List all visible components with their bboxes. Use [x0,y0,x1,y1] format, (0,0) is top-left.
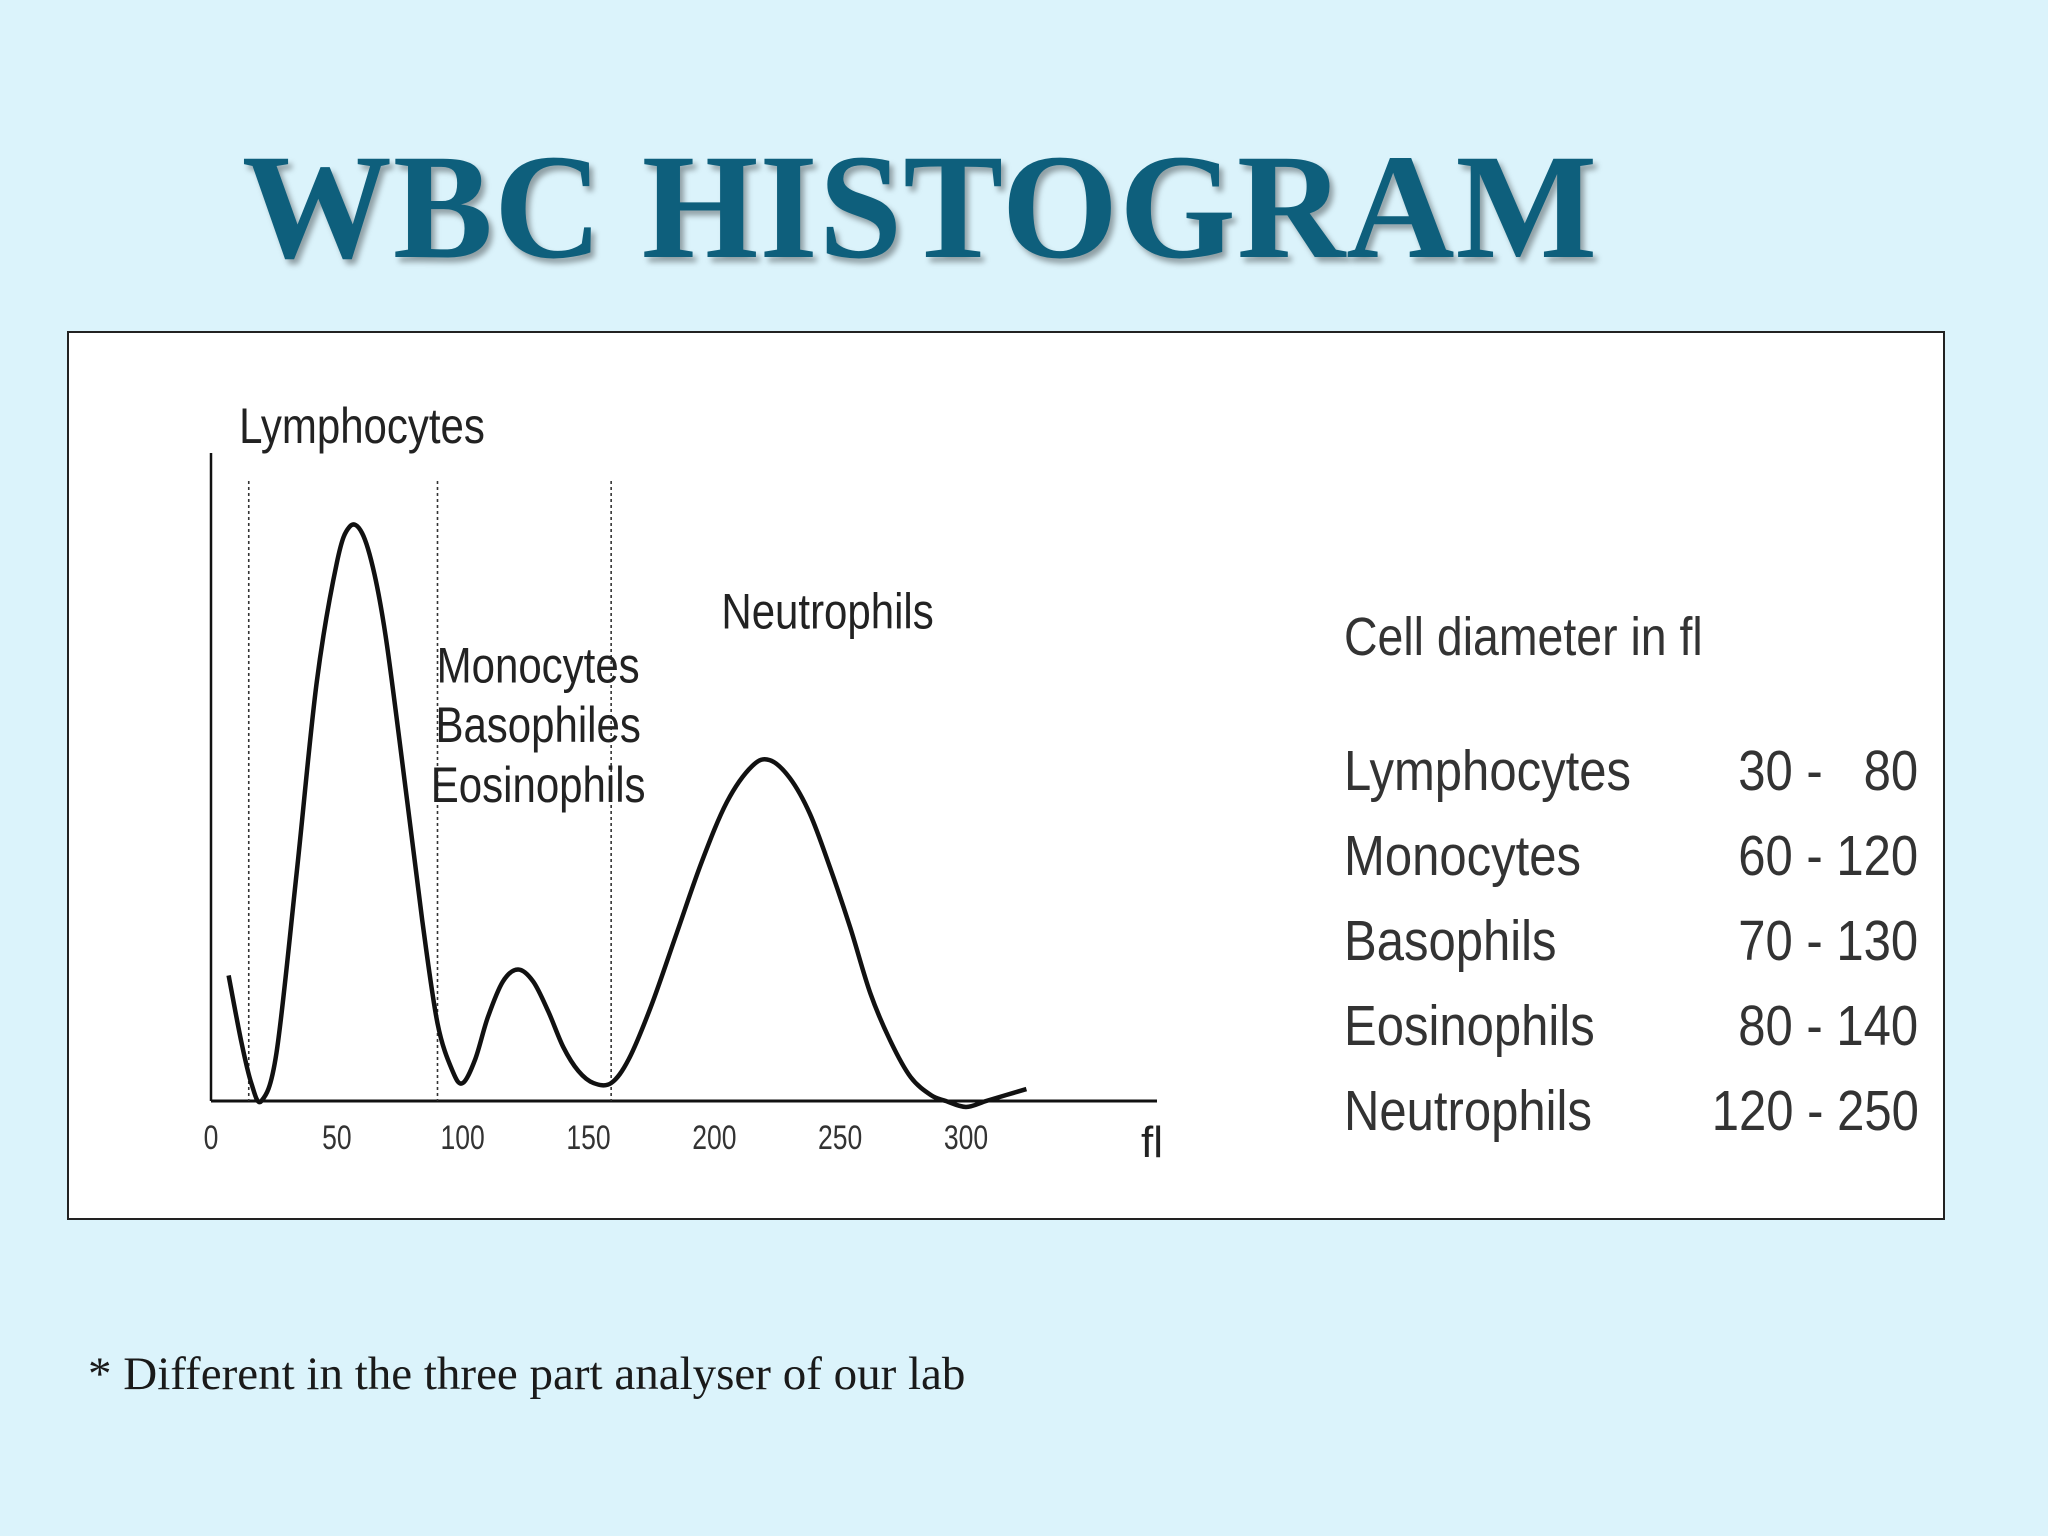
reference-cell-name [1344,813,1678,898]
annotation-label: Monocytes [436,636,640,694]
x-tick-label: 300 [943,1118,989,1157]
reference-cell-range [1678,813,1919,898]
x-axis-label: fl [1141,1118,1163,1167]
reference-cell-name [1344,983,1678,1068]
reference-row [1344,813,1919,898]
x-tick-label: 0 [203,1118,219,1157]
annotation-label: Neutrophils [721,583,934,640]
reference-name: Monocytes [1344,823,1582,888]
reference-row [1344,898,1919,983]
reference-cell-name [1344,728,1678,813]
reference-row [1344,728,1919,813]
reference-cell-range [1678,983,1919,1068]
reference-name: Neutrophils [1344,1078,1592,1143]
slide-title: WBC HISTOGRAM [241,124,1599,290]
footnote: * Different in the three part analyser of our lab [88,1348,966,1400]
reference-name: Eosinophils [1344,993,1595,1058]
reference-cell-range [1678,898,1919,983]
reference-cell-name [1344,898,1678,983]
reference-range: 120 - 250 [1711,1078,1919,1143]
reference-table [1344,728,1919,1153]
reference-range: 30 - 80 [1738,738,1919,803]
reference-table-title: Cell diameter in fl [1344,607,1703,667]
reference-cell-range [1678,1068,1919,1153]
reference-row [1344,1068,1919,1153]
annotation-label: Lymphocytes [239,397,485,455]
x-tick-label: 100 [440,1118,485,1157]
reference-range: 80 - 140 [1738,993,1919,1058]
reference-cell-range [1678,728,1919,813]
reference-cell-name [1344,1068,1678,1153]
x-tick-label: 250 [818,1118,863,1157]
reference-row [1344,983,1919,1068]
annotation-label: Eosinophils [430,756,646,813]
reference-name: Lymphocytes [1344,738,1631,803]
reference-range: 70 - 130 [1738,908,1919,973]
x-tick-label: 50 [322,1118,352,1157]
annotation-label: Basophiles [435,696,641,754]
x-tick-label: 150 [566,1118,611,1157]
reference-range: 60 - 120 [1738,823,1919,888]
reference-name: Basophils [1344,908,1557,973]
x-tick-label: 200 [692,1118,737,1157]
histogram-figure [67,331,1945,1220]
